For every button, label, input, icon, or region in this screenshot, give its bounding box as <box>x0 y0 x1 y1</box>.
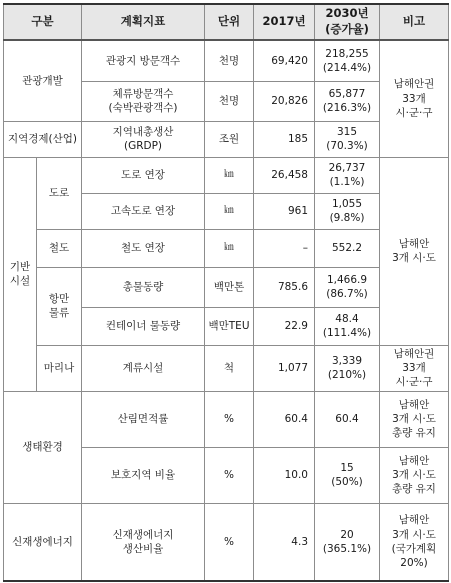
value-2030-cell: 48.4 (111.4%) <box>315 307 380 345</box>
unit-cell: 조원 <box>205 121 254 157</box>
header-unit: 단위 <box>205 4 254 40</box>
table-row <box>4 157 449 193</box>
header-row <box>4 4 449 40</box>
value-2017-cell: 185 <box>254 121 315 157</box>
table-row <box>4 345 449 391</box>
indicator-cell: 신재생에너지 생산비율 <box>82 503 205 581</box>
header-2030-year: 2030년 <box>325 6 369 21</box>
value-2017-cell: 20,826 <box>254 81 315 121</box>
indicator-cell: 관광지 방문객수 <box>82 40 205 81</box>
unit-cell: ㎞ <box>205 157 254 193</box>
unit-cell: 척 <box>205 345 254 391</box>
group-regional-economy: 지역경제(산업) <box>4 121 82 157</box>
note-renewable: 남해안 3개 시·도 (국가계획 20%) <box>380 503 449 581</box>
value-2030-cell: 20 (365.1%) <box>315 503 380 581</box>
table-row <box>4 503 449 581</box>
table-row <box>4 40 449 81</box>
indicator-cell: 도로 연장 <box>82 157 205 193</box>
indicator-cell: 고속도로 연장 <box>82 193 205 229</box>
value-2017-cell: 69,420 <box>254 40 315 81</box>
value-2030-cell: 315 (70.3%) <box>315 121 380 157</box>
indicator-cell: 철도 연장 <box>82 229 205 267</box>
group-renewable: 신재생에너지 <box>4 503 82 581</box>
unit-cell: 천명 <box>205 40 254 81</box>
unit-cell: ㎞ <box>205 229 254 267</box>
header-2030-rate: (증가율) <box>325 22 369 36</box>
indicator-cell: 산림면적률 <box>82 391 205 447</box>
value-2017-cell: 22.9 <box>254 307 315 345</box>
value-2017-cell: 1,077 <box>254 345 315 391</box>
table-row <box>4 391 449 447</box>
value-2030-cell: 218,255 (214.4%) <box>315 40 380 81</box>
indicator-cell: 계류시설 <box>82 345 205 391</box>
value-2017-cell: – <box>254 229 315 267</box>
header-indicator: 계획지표 <box>82 4 205 40</box>
unit-cell: % <box>205 503 254 581</box>
subgroup-rail: 철도 <box>37 229 82 267</box>
header-category: 구분 <box>4 4 82 40</box>
unit-cell: % <box>205 447 254 503</box>
value-2030-cell: 15 (50%) <box>315 447 380 503</box>
plan-indicator-table <box>3 3 449 582</box>
subgroup-road: 도로 <box>37 157 82 229</box>
note-infra: 남해안 3개 시·도 <box>380 157 449 345</box>
subgroup-marina: 마리나 <box>37 345 82 391</box>
indicator-cell: 지역내총생산 (GRDP) <box>82 121 205 157</box>
value-2030-cell: 26,737 (1.1%) <box>315 157 380 193</box>
note-marina: 남해안권 33개 시·군·구 <box>380 345 449 391</box>
header-2030 <box>315 4 380 40</box>
note-tourism-econ: 남해안권 33개 시·군·구 <box>380 40 449 157</box>
indicator-cell: 체류방문객수 (숙박관광객수) <box>82 81 205 121</box>
value-2030-cell: 65,877 (216.3%) <box>315 81 380 121</box>
value-2017-cell: 961 <box>254 193 315 229</box>
indicator-cell: 컨테이너 물동량 <box>82 307 205 345</box>
note-forest: 남해안 3개 시·도 총량 유지 <box>380 391 449 447</box>
value-2030-cell: 1,466.9 (86.7%) <box>315 267 380 307</box>
group-ecology: 생태환경 <box>4 391 82 503</box>
group-tourism: 관광개발 <box>4 40 82 121</box>
unit-cell: 천명 <box>205 81 254 121</box>
note-protected: 남해안 3개 시·도 총량 유지 <box>380 447 449 503</box>
value-2030-cell: 60.4 <box>315 391 380 447</box>
value-2030-cell: 1,055 (9.8%) <box>315 193 380 229</box>
indicator-cell: 보호지역 비율 <box>82 447 205 503</box>
header-2017: 2017년 <box>254 4 315 40</box>
header-note: 비고 <box>380 4 449 40</box>
unit-cell: ㎞ <box>205 193 254 229</box>
unit-cell: 백만톤 <box>205 267 254 307</box>
group-infra: 기반 시설 <box>4 157 37 391</box>
unit-cell: 백만TEU <box>205 307 254 345</box>
value-2017-cell: 785.6 <box>254 267 315 307</box>
value-2017-cell: 26,458 <box>254 157 315 193</box>
value-2017-cell: 60.4 <box>254 391 315 447</box>
value-2017-cell: 4.3 <box>254 503 315 581</box>
value-2030-cell: 552.2 <box>315 229 380 267</box>
unit-cell: % <box>205 391 254 447</box>
subgroup-port: 항만 물류 <box>37 267 82 345</box>
value-2030-cell: 3,339 (210%) <box>315 345 380 391</box>
indicator-cell: 총물동량 <box>82 267 205 307</box>
value-2017-cell: 10.0 <box>254 447 315 503</box>
